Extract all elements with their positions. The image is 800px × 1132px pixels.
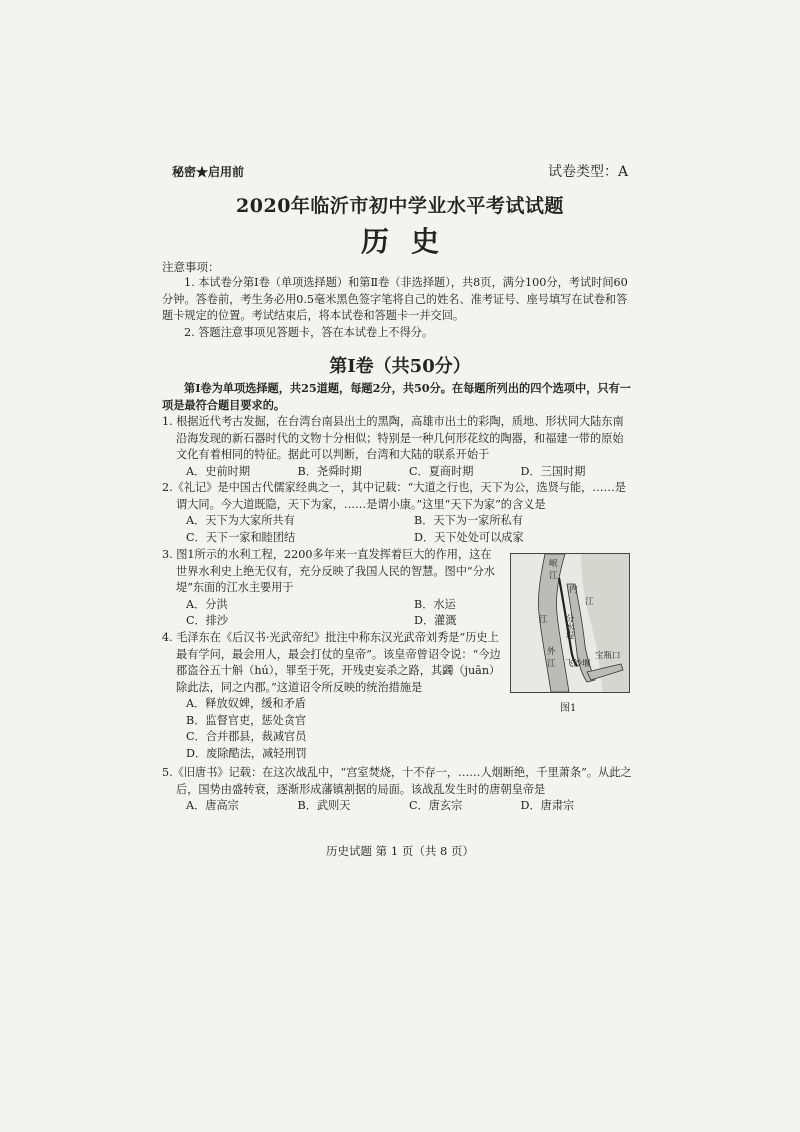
label-min: 岷: [549, 559, 558, 569]
question-stem: 5.《旧唐书》记载：在这次战乱中，“宫室焚烧，十不存一，……人烟断绝，千里萧条”。从此之后，国势由盛转衰，逐渐形成藩镇割据的局面。该战乱发生时的唐朝皇帝是: [162, 766, 632, 796]
label-wai: 外: [547, 647, 556, 657]
question-1: [162, 414, 632, 480]
question-stem: 4. 毛泽东在《后汉书·光武帝纪》批注中称东汉光武帝刘秀是“历史上最有学问，最会用人，最会打仗的皇帝”。该皇帝曾诏令说：“今边郡盗谷五十斛（hú），罪至于死，开残吏妄杀之路，其蠲（juān）除此法，同之内郡。”这道诏令所反映的统治措施是: [162, 631, 501, 694]
options-row: [162, 798, 632, 815]
option-c: C．天下一家和睦团结: [186, 530, 296, 544]
options-row: [162, 464, 632, 481]
question-stem: 3. 图1所示的水利工程，2200多年来一直发挥着巨大的作用，这在世界水利史上绝无仅有，充分反映了我国人民的智慧。图中“分水堤”东面的江水主要用于: [162, 548, 495, 594]
option-a: A．史前时期: [186, 464, 251, 478]
option-a: A．释放奴婢，缓和矛盾: [186, 697, 306, 710]
option-c: C．唐玄宗: [409, 799, 463, 812]
label-feishayan: 飞沙堰: [565, 659, 591, 669]
option-a: A．天下为大家所共有: [186, 514, 295, 527]
option-b: B．水运: [414, 597, 456, 611]
label-jiang: 江: [549, 571, 558, 581]
label-jiang-mid: 江: [539, 615, 548, 625]
label-jiang-outer: 江: [547, 659, 556, 669]
question-stem: 1. 根据近代考古发掘，在台湾台南县出土的黑陶，高雄市出土的彩陶，质地、形状同大陆东南沿海发现的新石器时代的文物十分相似；特别是一种几何形花纹的陶器，和福建一带的原始文化有着相同的特征。据此可以判断，台湾和大陆的联系开始于: [162, 415, 624, 461]
option-c: C．夏商时期: [409, 464, 474, 478]
options-grid: [162, 597, 502, 630]
notes-heading: 注意事项：: [162, 260, 220, 274]
option-d: D．天下处处可以成家: [414, 530, 524, 544]
option-d: D．灌溉: [414, 614, 457, 627]
options-grid: [162, 513, 632, 546]
label-baopingkou: 宝瓶口: [595, 651, 621, 661]
section-intro: 第Ⅰ卷为单项选择题，共25道题，每题2分，共50分。在每题所列出的四个选项中，只有一项是最符合题目要求的。: [162, 381, 631, 412]
option-b: B．武则天: [297, 799, 351, 812]
option-b: B．监督官吏，惩处贪官: [186, 713, 307, 727]
exam-title: 2020年临沂市初中学业水平考试试题: [236, 195, 564, 217]
question-2: [162, 480, 632, 546]
question-5: [162, 765, 632, 815]
section-title: 第Ⅰ卷（共50分）: [329, 356, 471, 377]
option-a: A．分洪: [186, 597, 228, 611]
question-stem: 2.《礼记》是中国古代儒家经典之一，其中记载：“大道之行也，天下为公，选贤与能，……是谓大同。今大道既隐，天下为家，……是谓小康。”这里“天下为家”的含义是: [162, 481, 626, 511]
note-item: 1. 本试卷分第Ⅰ卷（单项选择题）和第Ⅱ卷（非选择题），共8页，满分100分，考试时间60分钟。答卷前，考生务必用0.5毫米黑色签字笔将自己的姓名、准考证号、座号填写在试卷和答题卡规定的位置。考试结束后，将本试卷和答题卡一并交回。: [162, 276, 628, 322]
question-3: [162, 547, 502, 630]
option-d: D．三国时期: [520, 464, 586, 478]
dujiangyan-map-figure: [510, 553, 630, 693]
note-item: 2. 答题注意事项见答题卡，答在本试卷上不得分。: [184, 326, 434, 339]
option-d: D．唐肃宗: [520, 799, 575, 812]
river-map: [511, 554, 629, 692]
label-jiang-inner: 江: [585, 597, 594, 607]
option-d: D．废除酷法，减轻刑罚: [186, 746, 307, 760]
option-b: B．尧舜时期: [297, 464, 362, 478]
option-c: C．合并郡县，裁减官员: [186, 730, 307, 743]
figure-caption: 图1: [560, 703, 577, 714]
option-a: A．唐高宗: [186, 799, 239, 812]
subject-title: 历史: [360, 225, 461, 258]
paper-type-label: 试卷类型：A: [548, 164, 629, 180]
label-fenshuidi: 分水堤: [564, 614, 574, 640]
label-nei: 内: [569, 585, 578, 595]
options-list: [162, 696, 502, 762]
question-4: [162, 630, 502, 762]
option-b: B．天下为一家所私有: [414, 514, 523, 527]
option-c: C．排沙: [186, 614, 229, 627]
page-footer: 历史试题 第 1 页（共 8 页）: [326, 844, 474, 858]
confidential-label: 秘密★启用前: [172, 165, 245, 179]
